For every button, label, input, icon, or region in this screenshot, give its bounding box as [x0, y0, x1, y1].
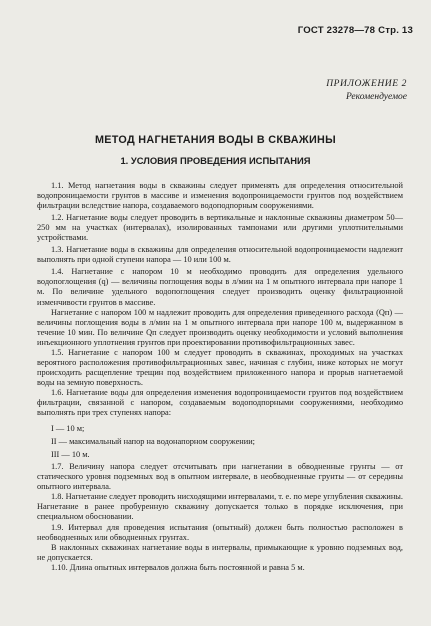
paragraph: 1.2. Нагнетание воды следует проводить в вертикальные и наклонные скважины диаметром 50—250 мм на участках (интервалах), изолированных тампонами или другими уплотнительными устройствами. [37, 213, 403, 243]
appendix-subtitle: Рекомендуемое [345, 92, 407, 102]
paragraph: 1.10. Длина опытных интервалов должна быть постоянной и равна 5 м. [51, 562, 305, 572]
section-title: 1. УСЛОВИЯ ПРОВЕДЕНИЯ ИСПЫТАНИЯ [120, 155, 311, 166]
paragraph: 1.1. Метод нагнетания воды в скважины следует применять для определения относительной водопроницаемости грунтов в массиве и изменения водопроницаемости грунтов под воздействием фильтрации вследствие напора, создаваемого водоподпорным сооружениями. [37, 181, 403, 211]
pressure-step: I — 10 м; [51, 424, 85, 434]
paragraph: Нагнетание с напором 100 м надлежит проводить для определения приведенного расхода (Qп) — величины поглощения воды в л/мин на 1 м опытного интервала при напоре 100 м, выдержанном в течение 10 мин. По величине Qп следует производить оценку необходимости и условий выполнения инъекционного уплотнения грунтов при проектировании противофильтрационных завес. [37, 307, 403, 347]
paragraph: 1.6. Нагнетание воды для определения изменения водопроницаемости грунтов под воздействием фильтрации, связанной с напором, создаваемым водоподпорными сооружениями, необходимо выполнять при трех ступенях напора: [37, 387, 403, 418]
document-body [37, 181, 403, 573]
paragraph: 1.8. Нагнетание следует проводить нисходящими интервалами, т. е. по мере углубления скважины. Нагнетание в ранее пробуренную скважину допускается только в порядке исключения, при специальном обосновании. [37, 492, 403, 522]
method-title: МЕТОД НАГНЕТАНИЯ ВОДЫ В СКВАЖИНЫ [95, 134, 336, 146]
appendix-title: ПРИЛОЖЕНИЕ 2 [326, 79, 407, 89]
paragraph: 1.5. Нагнетание с напором 100 м следует проводить в скважинах, проходимых на участках вероятного расположения противофильтрационных завес, начиная с глубин, ниже которых не могут происходить расщепление трещин под воздействием приложенного напора и прорыв нагнетаемой воды на земную поверхность. [37, 347, 403, 387]
paragraph: 1.4. Нагнетание с напором 10 м необходимо проводить для определения удельного водопоглощения (q) — величины поглощения воды в л/мин на 1 м опытного интервала при напоре 1 м. По величине удельного водопоглощения следует производить оценку фильтрационной изменчивости грунтов в массиве. [37, 267, 403, 307]
pressure-step: II — максимальный напор на водонапорном сооружении; [51, 437, 255, 447]
appendix-label [326, 78, 407, 104]
pressure-step: III — 10 м. [51, 450, 90, 460]
paragraph: 1.7. Величину напора следует отсчитывать при нагнетании в обводненные грунты — от статического уровня подземных вод в опытном интервале, в необводненные грунты — от середины опытного интервала. [37, 462, 403, 492]
paragraph: 1.3. Нагнетание воды в скважины для определения относительной водопроницаемости надлежит выполнять при одной ступени напора — 10 или 100 м. [37, 245, 403, 265]
paragraph: В наклонных скважинах нагнетание воды в интервалы, примыкающие к уровню подземных вод, не допускается. [37, 542, 403, 562]
paragraph: 1.9. Интервал для проведения испытания (опытный) должен быть полностью расположен в необводненных или обводненных грунтах. [37, 522, 403, 542]
standard-number: ГОСТ 23278—78 [297, 25, 376, 36]
page-header [298, 25, 413, 36]
page-number: Стр. 13 [378, 25, 413, 36]
